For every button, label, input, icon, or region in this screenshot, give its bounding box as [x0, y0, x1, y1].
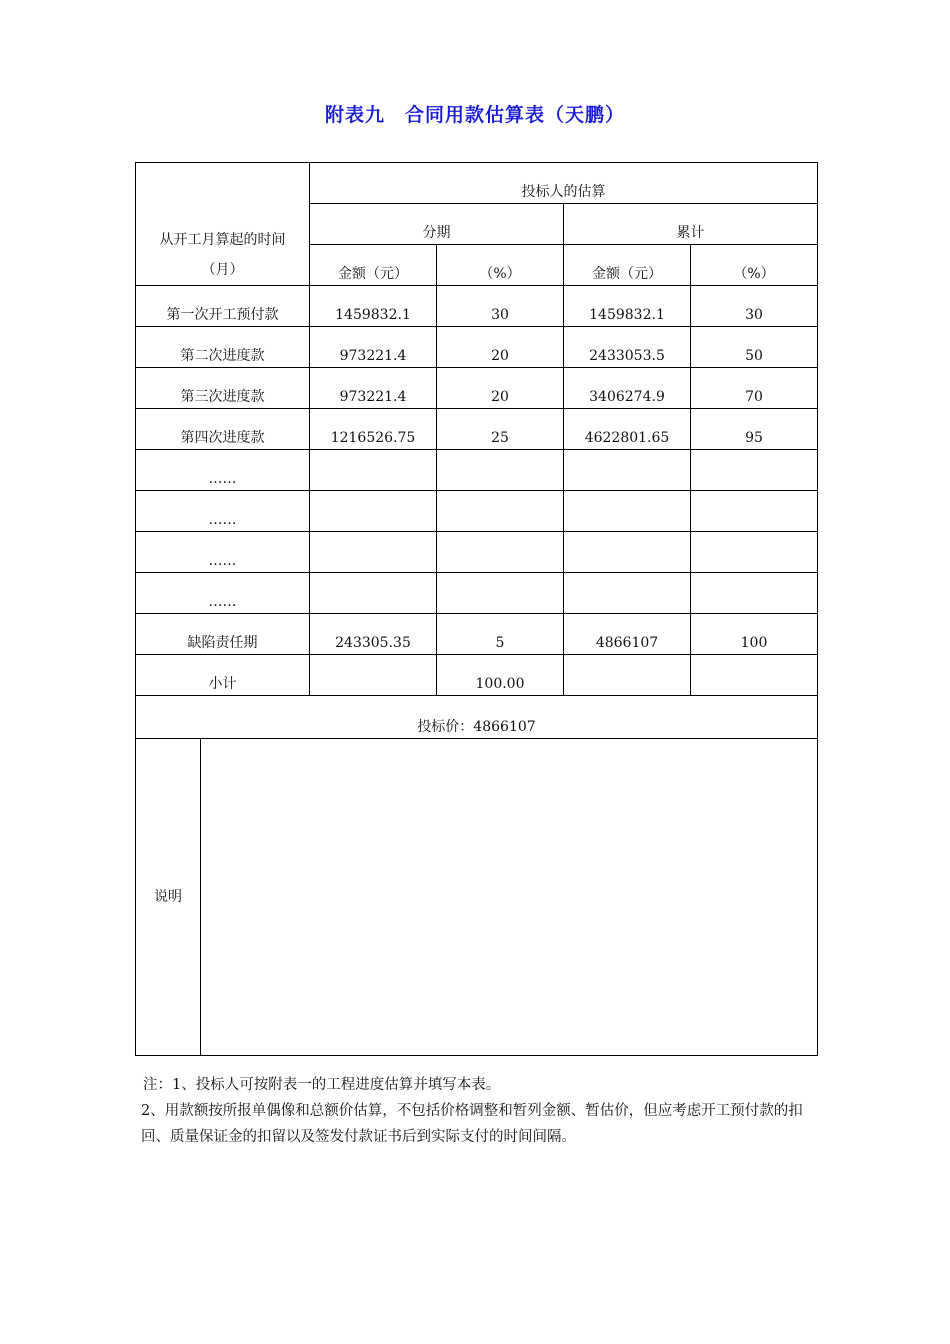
cumulative-percent: 50: [691, 327, 818, 368]
time-header: 从开工月算起的时间（月）: [136, 163, 310, 286]
installment-percent: 100.00: [437, 655, 564, 696]
row-label: 第二次进度款: [136, 327, 310, 368]
table-row: [136, 491, 818, 532]
cumulative-amount: 3406274.9: [564, 368, 691, 409]
cumulative-percent: 95: [691, 409, 818, 450]
page-title: 附表九 合同用款估算表（天鹏）: [324, 104, 625, 126]
installment-percent: 30: [437, 286, 564, 327]
installment-amount: [310, 532, 437, 573]
row-label: 第一次开工预付款: [136, 286, 310, 327]
installment-percent: 20: [437, 327, 564, 368]
footnotes: [143, 1072, 823, 1150]
cumulative-percent: [691, 655, 818, 696]
installment-percent: [437, 491, 564, 532]
cumulative-percent: [691, 450, 818, 491]
installment-amount: [310, 450, 437, 491]
explanation-cell: [136, 739, 818, 1056]
row-label: 第四次进度款: [136, 409, 310, 450]
cumulative-amount: 4866107: [564, 614, 691, 655]
cumulative-amount: [564, 573, 691, 614]
installment-amount: 973221.4: [310, 327, 437, 368]
note-line-2: 2、用款额按所报单偶像和总额价估算，不包括价格调整和暂列金额、暂估价，但应考虑开工预付款的扣回、质量保证金的扣留以及签发付款证书后到实际支付的时间间隔。: [141, 1103, 803, 1145]
table-row: [136, 409, 818, 450]
bid-price: 投标价：4866107: [136, 696, 818, 739]
table-row: [136, 532, 818, 573]
row-label: ……: [136, 573, 310, 614]
installment-amount: 1459832.1: [310, 286, 437, 327]
installment-header: 分期: [310, 204, 564, 245]
cumulative-header: 累计: [564, 204, 818, 245]
cumulative-amount: 1459832.1: [564, 286, 691, 327]
note-line-1: 注：1、投标人可按附表一的工程进度估算并填写本表。: [143, 1077, 501, 1093]
bid-price-row: [136, 696, 818, 739]
installment-amount: [310, 573, 437, 614]
explanation-row: [136, 739, 818, 1056]
installment-amount: [310, 491, 437, 532]
cumulative-amount: [564, 491, 691, 532]
installment-amount: 243305.35: [310, 614, 437, 655]
cumulative-percent: 70: [691, 368, 818, 409]
table-row: [136, 327, 818, 368]
installment-amount: 1216526.75: [310, 409, 437, 450]
explanation-content: [201, 739, 817, 1055]
installment-amount: [310, 655, 437, 696]
cumulative-percent: 30: [691, 286, 818, 327]
cumulative-amount: [564, 532, 691, 573]
explanation-label: 说明: [136, 739, 201, 1055]
installment-percent: 20: [437, 368, 564, 409]
cumulative-percent: [691, 573, 818, 614]
cumulative-amount: 4622801.65: [564, 409, 691, 450]
row-label: 小计: [136, 655, 310, 696]
installment-amount: 973221.4: [310, 368, 437, 409]
installment-percent: 5: [437, 614, 564, 655]
cumulative-amount: [564, 655, 691, 696]
cumulative-amount: 2433053.5: [564, 327, 691, 368]
table-row: [136, 614, 818, 655]
cumulative-percent: [691, 532, 818, 573]
payment-estimate-table: [135, 162, 818, 1056]
row-label: 缺陷责任期: [136, 614, 310, 655]
table-row: [136, 450, 818, 491]
installment-percent: [437, 573, 564, 614]
header-row-1: [136, 163, 818, 204]
installment-percent: [437, 450, 564, 491]
cumulative-percent: 100: [691, 614, 818, 655]
installment-percent: [437, 532, 564, 573]
table-row: [136, 368, 818, 409]
installment-percent: 25: [437, 409, 564, 450]
table-row: [136, 573, 818, 614]
row-label: ……: [136, 450, 310, 491]
installment-amount-header: 金额（元）: [310, 245, 437, 286]
row-label: 第三次进度款: [136, 368, 310, 409]
cumulative-percent-header: （%）: [691, 245, 818, 286]
installment-percent-header: （%）: [437, 245, 564, 286]
row-label: ……: [136, 491, 310, 532]
cumulative-amount: [564, 450, 691, 491]
estimate-header: 投标人的估算: [310, 163, 818, 204]
cumulative-amount-header: 金额（元）: [564, 245, 691, 286]
table-row: [136, 286, 818, 327]
subtotal-row: [136, 655, 818, 696]
row-label: ……: [136, 532, 310, 573]
cumulative-percent: [691, 491, 818, 532]
